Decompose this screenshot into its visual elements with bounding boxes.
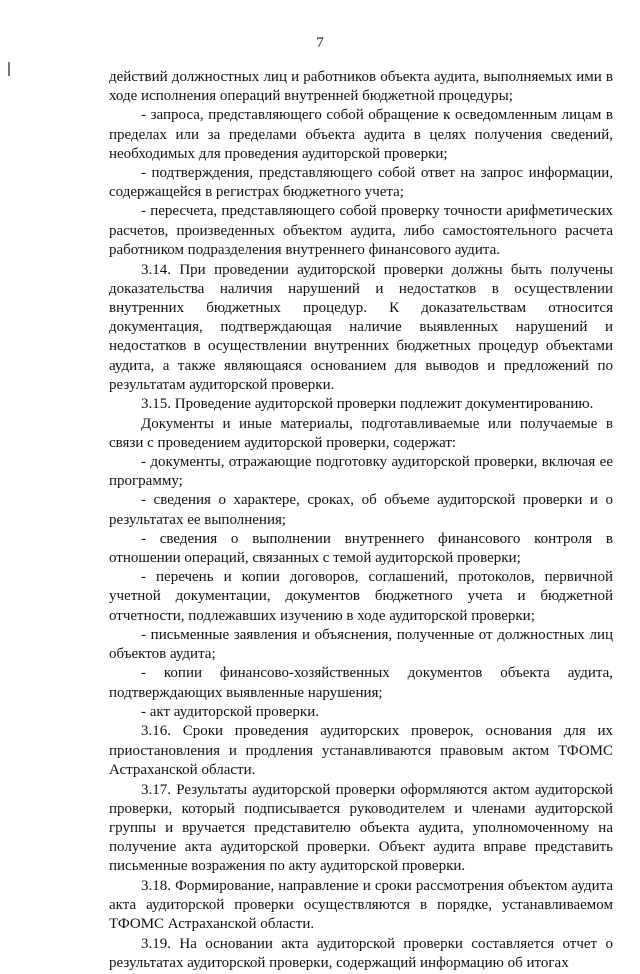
list-item-audit-act: - акт аудиторской проверки.	[141, 703, 319, 720]
section-3-19: 3.19. На основании акта аудиторской проверки составляется отчет о результатах аудиторской проверки, содержащий информацию об итогах	[109, 936, 613, 972]
section-3-16: 3.16. Сроки проведения аудиторских проверок, основания для их приостановления и продления устанавливаются правовым актом ТФОМС Астраханской области.	[109, 723, 613, 778]
list-item-recalculation: - пересчета, представляющего собой проверку точности арифметических расчетов, произведенных объектом аудита, либо самостоятельного расчета работником подразделения внутреннего финансового аудита.	[109, 203, 613, 258]
scan-margin-mark	[8, 62, 10, 76]
list-item-confirmation: - подтверждения, представляющего собой ответ на запрос информации, содержащейся в регистрах бюджетного учета;	[109, 165, 613, 201]
section-3-17: 3.17. Результаты аудиторской проверки оформляются актом аудиторской проверки, который подписывается руководителем и членами аудиторской группы и вручается представителю объекта аудита, уполномоченному на получение акта аудиторской проверки. Объект аудита вправе представить письменные возражения по акту аудиторской проверки.	[109, 781, 613, 875]
list-item-contract-copies: - перечень и копии договоров, соглашений, протоколов, первичной учетной документации, документов бюджетного учета и бюджетной отчетности, подлежавших изучению в ходе аудиторской проверки;	[109, 569, 613, 624]
section-3-15: 3.15. Проведение аудиторской проверки подлежит документированию.	[141, 396, 594, 413]
section-3-14: 3.14. При проведении аудиторской проверки должны быть получены доказательства наличия нарушений и недостатков в осуществлении внутренних бюджетных процедур. К доказательствам относится документация, подтверждающая наличие выявленных нарушений и недостатков в осуществлении внутренних бюджетных процедур объектами аудита, а также являющаяся основанием для выводов и предложений по результатам аудиторской проверки.	[109, 261, 613, 393]
paragraph-documents-intro: Документы и иные материалы, подготавливаемые или получаемые в связи с проведением аудиторской проверки, содержат:	[109, 415, 613, 451]
list-item-internal-control-info: - сведения о выполнении внутреннего финансового контроля в отношении операций, связанных с темой аудиторской проверки;	[109, 530, 613, 567]
section-3-18: 3.18. Формирование, направление и сроки рассмотрения объектом аудита акта аудиторской проверки осуществляются в порядке, устанавливаемом ТФОМС Астраханской области.	[109, 878, 613, 933]
list-item-request: - запроса, представляющего собой обращение к осведомленным лицам в пределах или за пределами объекта аудита в целях получения сведений, необходимых для проведения аудиторской проверки;	[109, 107, 613, 162]
list-item-preparation-docs: - документы, отражающие подготовку аудиторской проверки, включая ее программу;	[109, 454, 613, 490]
list-item-financial-doc-copies: - копии финансово-хозяйственных документов объекта аудита, подтверждающих выявленные нарушения;	[109, 665, 613, 701]
list-item-scope-info: - сведения о характере, сроках, об объеме аудиторской проверки и о результатах ее выполнения;	[109, 492, 613, 528]
page-number: 7	[316, 35, 324, 51]
document-body	[109, 68, 613, 974]
list-item-written-statements: - письменные заявления и объяснения, полученные от должностных лиц объектов аудита;	[109, 626, 613, 663]
paragraph-continuation: действий должностных лиц и работников объекта аудита, выполняемых ими в ходе исполнения операций внутренней бюджетной процедуры;	[109, 69, 613, 105]
